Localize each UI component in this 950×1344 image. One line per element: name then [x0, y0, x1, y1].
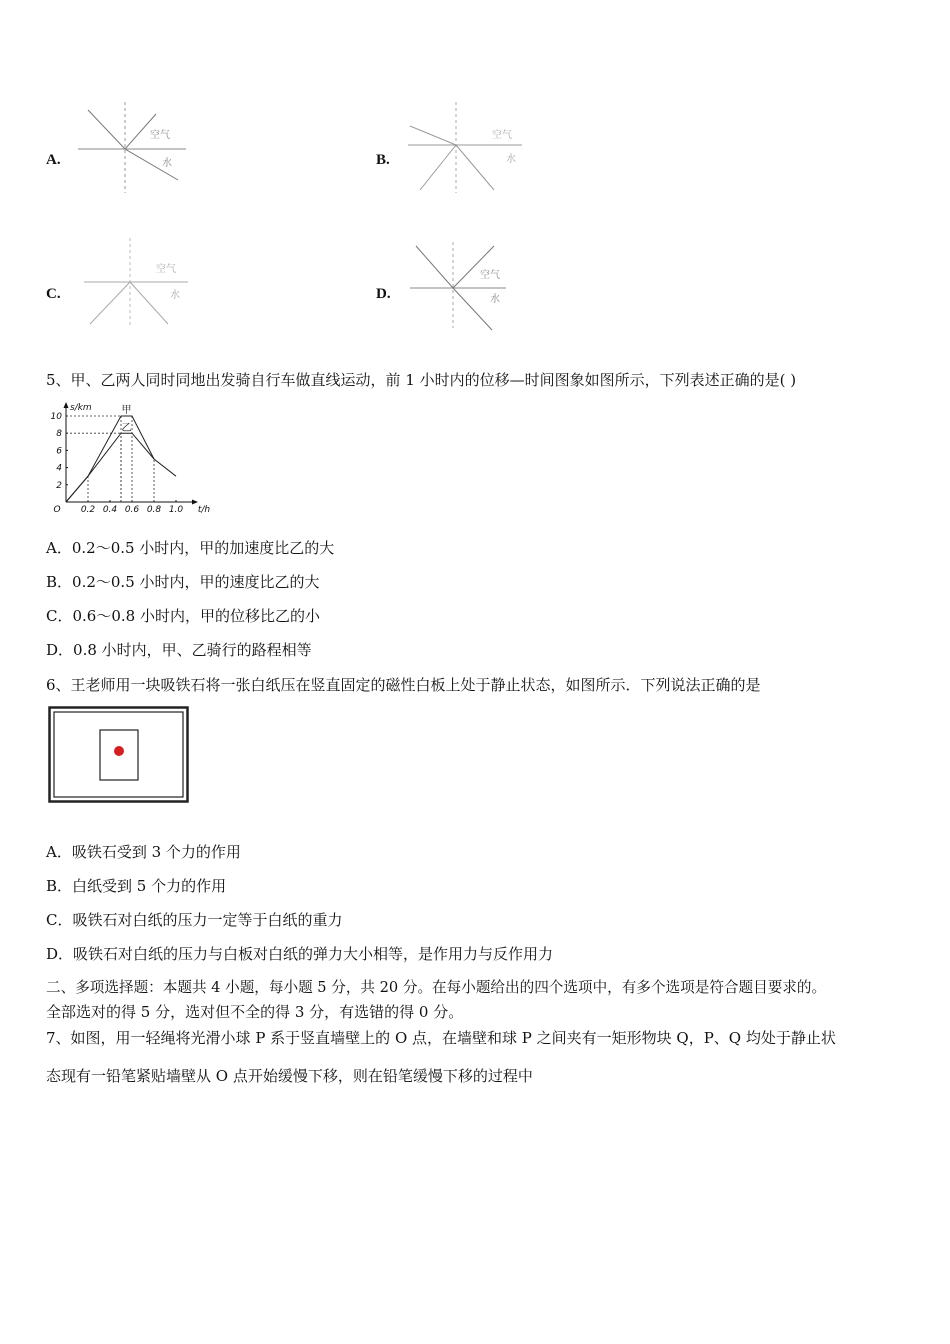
x-tick-label: 0.6 — [124, 505, 140, 515]
x-axis-arrow — [192, 500, 198, 505]
q6-option-b: B．白纸受到 5 个力的作用 — [46, 877, 227, 895]
q5-stem: 5、甲、乙两人同时同地出发骑自行车做直线运动，前 1 小时内的位移—时间图象如图所示，下列表述正确的是( ) — [46, 371, 797, 389]
refraction-diagram-d — [410, 240, 510, 332]
y-axis-label: s/km — [70, 403, 92, 413]
q6-option-d: D．吸铁石对白纸的压力与白板对白纸的弹力大小相等，是作用力与反作用力 — [46, 945, 554, 963]
q7-stem-line1: 7、如图，用一轻绳将光滑小球 P 系于竖直墙壁上的 O 点，在墙壁和球 P 之间夹有一矩形物块 Q，P、Q 均处于静止状 — [46, 1029, 836, 1047]
y-tick-label: 2 — [56, 480, 62, 491]
series-label-yi: 乙 — [121, 423, 132, 435]
option-label-b: B. — [376, 152, 390, 168]
q7-stem-line2: 态现有一铅笔紧贴墙壁从 O 点开始缓慢下移，则在铅笔缓慢下移的过程中 — [46, 1067, 533, 1085]
x-tick-label: 0.8 — [146, 505, 162, 515]
y-tick-label: 10 — [50, 412, 62, 422]
q5-option-a: A．0.2～0.5 小时内，甲的加速度比乙的大 — [46, 539, 335, 557]
air-label-a: 空气 — [150, 130, 170, 141]
water-label-a: 水 — [162, 158, 172, 169]
water-label-c: 水 — [170, 290, 180, 301]
section2-intro-line1: 二、多项选择题：本题共 4 小题，每小题 5 分，共 20 分。在每小题给出的四个选项中，有多个选项是符合题目要求的。 — [46, 979, 827, 996]
x-tick-label: 0.4 — [102, 505, 118, 515]
option-label-a: A. — [46, 152, 61, 168]
q6-option-a: A．吸铁石受到 3 个力的作用 — [46, 843, 241, 861]
x-axis-label: t/h — [197, 505, 211, 515]
water-label-d: 水 — [490, 294, 500, 305]
x-tick-label: 0.2 — [80, 505, 96, 515]
q6-option-c: C．吸铁石对白纸的压力一定等于白纸的重力 — [46, 911, 343, 929]
magnet — [114, 746, 124, 756]
x-tick-label: 1.0 — [168, 505, 184, 515]
refraction-diagram-a — [78, 98, 188, 196]
y-axis-arrow — [64, 402, 69, 408]
series-label-jia: 甲 — [121, 405, 132, 416]
displacement-time-chart — [46, 398, 211, 520]
whiteboard-diagram — [48, 706, 190, 804]
option-label-c: C. — [46, 286, 61, 302]
q6-stem: 6、王老师用一块吸铁石将一张白纸压在竖直固定的磁性白板上处于静止状态，如图所示．下列说法正确的是 — [46, 676, 761, 694]
air-label-b: 空气 — [492, 130, 512, 141]
air-label-d: 空气 — [480, 270, 500, 281]
y-tick-label: 6 — [56, 446, 62, 457]
refraction-diagram-c — [84, 236, 194, 332]
option-label-d: D. — [376, 286, 391, 302]
q5-option-c: C．0.6～0.8 小时内，甲的位移比乙的小 — [46, 607, 320, 625]
air-label-c: 空气 — [156, 264, 176, 275]
water-label-b: 水 — [506, 154, 516, 165]
section2-intro-line2: 全部选对的得 5 分，选对但不全的得 3 分，有选错的得 0 分。 — [46, 1003, 464, 1021]
series-line-yi — [66, 433, 154, 502]
origin-label: O — [53, 505, 61, 515]
y-tick-label: 4 — [56, 463, 62, 474]
q5-option-b: B．0.2～0.5 小时内，甲的速度比乙的大 — [46, 573, 320, 591]
q5-option-d: D．0.8 小时内，甲、乙骑行的路程相等 — [46, 641, 312, 659]
refraction-diagram-b — [408, 98, 526, 196]
y-tick-label: 8 — [56, 429, 62, 440]
